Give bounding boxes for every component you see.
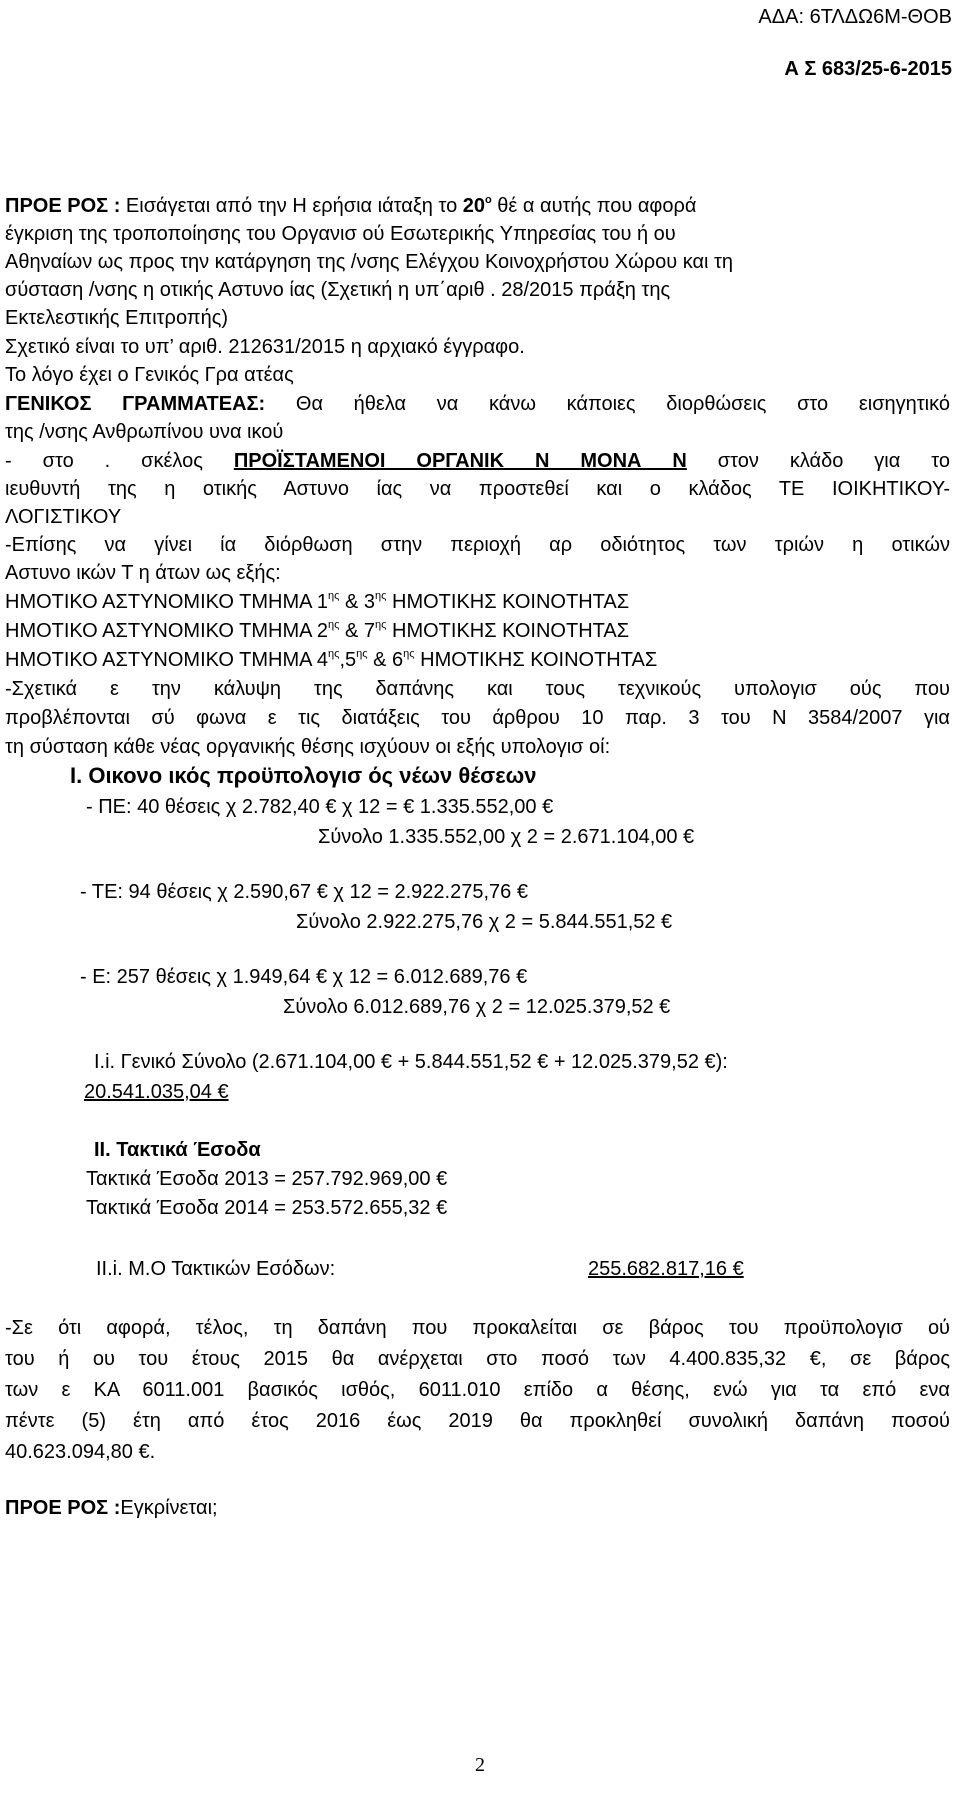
intro-line-6: Σχετικό είναι το υπ’ αριθ. 212631/2015 η αρχιακό έγγραφο. <box>5 336 525 358</box>
tmima-line-1: ΗΜΟΤΙΚΟ ΑΣΤΥΝΟΜΙΚΟ ΤΜΗΜΑ $1^{\eta\varsigma}$ & $3^{\eta\varsigma}$ ΗΜΟΤΙΚΗΣ ΚΟΙΝΟΤΗΤΑΣ <box>5 590 630 613</box>
final-proedros-label: ΠΡΟΕ ΡΟΣ : <box>5 1497 121 1519</box>
decision-number: Α Σ 683/25-6-2015 <box>784 58 952 80</box>
cost-line-2: προβλέπονται σύ φωνα ε τις διατάξεις του άρθρου 10 παρ. 3 του Ν 3584/2007 για <box>5 707 950 729</box>
de-line: - Ε: 257 θέσεις χ 1.949,64 € χ 12 = 6.012.689,76 € <box>80 966 528 988</box>
intro-line-1: ΠΡΟΕ ΡΟΣ : Εισάγεται από την Η ερήσια ιάταξη το $20^o$ θέ α αυτής που αφορά <box>5 194 697 217</box>
closing-line-5: 40.623.094,80 €. <box>5 1441 156 1463</box>
revenue-2013: Τακτικά Έσοδα 2013 = 257.792.969,00 € <box>86 1168 448 1190</box>
te-total: Σύνολο 2.922.275,76 χ 2 = 5.844.551,52 € <box>296 911 673 933</box>
gs-line-2: της /νσης Ανθρωπίνου υνα ικού <box>5 421 284 443</box>
pe-total: Σύνολο 1.335.552,00 χ 2 = 2.671.104,00 € <box>318 826 695 848</box>
general-total-line: Ι.i. Γενικό Σύνολο (2.671.104,00 € + 5.844.551,52 € + 12.025.379,52 €): <box>94 1051 728 1073</box>
avg-revenue-value: 255.682.817,16 € <box>588 1258 744 1280</box>
tmima-line-3: ΗΜΟΤΙΚΟ ΑΣΤΥΝΟΜΙΚΟ ΤΜΗΜΑ $4^{\eta\varsigma},5^{\eta\varsigma}$ & $6^{\eta\varsigma}$ ΗΜΟΤΙΚΗΣ ΚΟΙΝΟΤΗΤΑΣ <box>5 648 658 671</box>
general-total-value: 20.541.035,04 € <box>84 1081 229 1103</box>
avg-revenue-label: ΙΙ.i. Μ.Ο Τακτικών Εσόδων: <box>96 1258 336 1280</box>
gs-line-1: ΓΕΝΙΚΟΣ ΓΡΑΜΜΑΤΕΑΣ: Θα ήθελα να κάνω κάποιες διορθώσεις στο εισηγητικό <box>5 393 951 415</box>
cost-line-1: -Σχετικά ε την κάλυψη της δαπάνης και τους τεχνικούς υπολογισ ούς που <box>5 678 950 700</box>
tmima-line-2: ΗΜΟΤΙΚΟ ΑΣΤΥΝΟΜΙΚΟ ΤΜΗΜΑ $2^{\eta\varsigma}$ & $7^{\eta\varsigma}$ ΗΜΟΤΙΚΗΣ ΚΟΙΝΟΤΗΤΑΣ <box>5 619 630 642</box>
gs-line-5: ΛΟΓΙΣΤΙΚΟΥ <box>5 506 122 528</box>
pe-line: - ΠΕ: 40 θέσεις χ 2.782,40 € χ 12 = € 1.335.552,00 € <box>86 796 554 818</box>
ada-code: ΑΔΑ: 6ΤΛΔΩ6Μ-ΘΟΒ <box>758 6 952 28</box>
de-total: Σύνολο 6.012.689,76 χ 2 = 12.025.379,52 € <box>283 996 671 1018</box>
final-line <box>5 1496 950 1520</box>
te-line: - ΤΕ: 94 θέσεις χ 2.590,67 € χ 12 = 2.922.275,76 € <box>80 881 528 903</box>
intro-line-5: Εκτελεστικής Επιτροπής) <box>5 307 228 329</box>
gs-line-4: ιευθυντή της η οτικής Αστυνο ίας να προστεθεί και ο κλάδος ΤΕ ΙΟΙΚΗΤΙΚΟΥ- <box>5 478 950 500</box>
final-text: Εγκρίνεται; <box>120 1497 218 1519</box>
intro-line-4: σύσταση /νσης η οτικής Αστυνο ίας (Σχετική η υπ΄αριθ . 28/2015 πράξη της <box>5 279 671 301</box>
section-2-title: ΙΙ. Τακτικά Έσοδα <box>94 1139 261 1161</box>
intro-line-2: έγκριση της τροποποίησης του Οργανισ ού Εσωτερικής Υπηρεσίας του ή ου <box>5 223 676 245</box>
gs-label: ΓΕΝΙΚΟΣ ΓΡΑΜΜΑΤΕΑΣ: <box>5 393 266 415</box>
intro-line-7: Το λόγο έχει ο Γενικός Γρα ατέας <box>5 364 294 386</box>
closing-line-1: -Σε ότι αφορά, τέλος, τη δαπάνη που προκαλείται σε βάρος του προϋπολογισ ού <box>5 1317 950 1339</box>
intro-line-3: Αθηναίων ως προς την κατάργηση της /νσης Ελέγχου Κοινοχρήστου Χώρου και τη <box>5 251 734 273</box>
gs-line-7: Αστυνο ικών Τ η άτων ως εξής: <box>5 562 281 584</box>
page-number: 2 <box>475 1754 485 1776</box>
gs-line-3: - στο . σκέλος ΠΡΟΪΣΤΑΜΕΝΟΙ ΟΡΓΑΝΙΚ Ν ΜΟΝΑ Ν στον κλάδο για το <box>5 450 950 472</box>
cost-line-3: τη σύσταση κάθε νέας οργανικής θέσης ισχύουν οι εξής υπολογισ οί: <box>5 736 611 758</box>
proedros-label: ΠΡΟΕ ΡΟΣ : <box>5 195 121 217</box>
proistamenoi-heading: ΠΡΟΪΣΤΑΜΕΝΟΙ ΟΡΓΑΝΙΚ Ν ΜΟΝΑ Ν <box>233 450 687 472</box>
closing-line-4: πέντε (5) έτη από έτος 2016 έως 2019 θα προκληθεί συνολική δαπάνη ποσού <box>5 1410 950 1432</box>
closing-line-2: του ή ου του έτους 2015 θα ανέρχεται στο ποσό των 4.400.835,32 €, σε βάρος <box>5 1348 950 1370</box>
section-1-title: Ι. Οικονο ικός προϋπολογισ ός νέων θέσεων <box>70 763 537 788</box>
gs-line-6: -Επίσης να γίνει ία διόρθωση στην περιοχή αρ οδιότητος των τριών η οτικών <box>5 534 950 556</box>
revenue-2014: Τακτικά Έσοδα 2014 = 253.572.655,32 € <box>86 1197 448 1219</box>
closing-line-3: των ε ΚΑ 6011.001 βασικός ισθός, 6011.010 επίδο α θέσης, ενώ για τα επό ενα <box>5 1379 950 1401</box>
